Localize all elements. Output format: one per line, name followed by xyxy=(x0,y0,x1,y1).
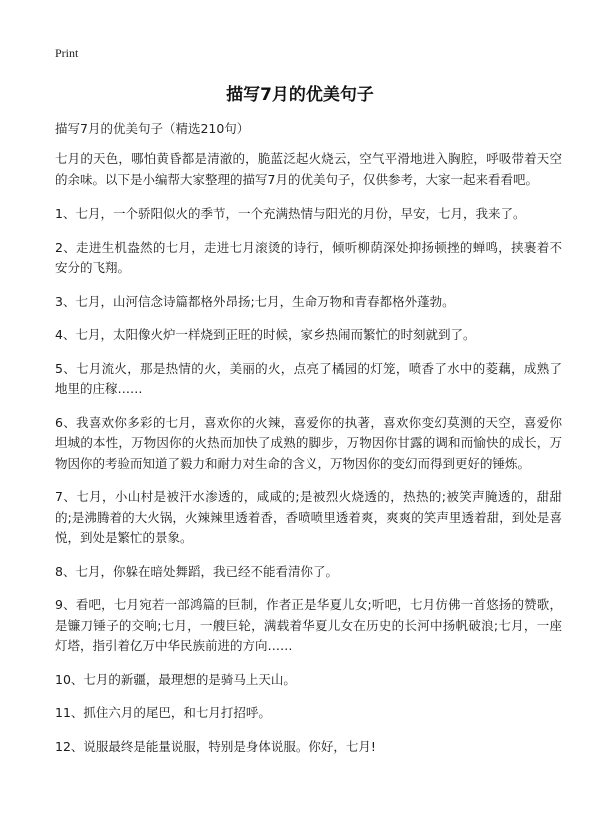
page-title: 描写7月的优美句子 xyxy=(226,85,374,105)
list-item: 5、七月流火，那是热情的火，美丽的火，点亮了橘园的灯笼，喷香了水中的菱藕，成熟了地里的庄稼…… xyxy=(55,360,562,396)
article-subtitle: 描写7月的优美句子（精选210句） xyxy=(55,121,250,136)
list-item: 7、七月，小山村是被汗水渗透的，咸咸的;是被烈火烧透的，热热的;被笑声腌透的，甜甜的;是沸腾着的大火锅，火辣辣里透着香，香喷喷里透着爽，爽爽的笑声里透着甜，到处是喜悦，到处是繁忙的景象。 xyxy=(55,489,562,545)
list-item: 6、我喜欢你多彩的七月，喜欢你的火辣，喜爱你的执著，喜欢你变幻莫测的天空，喜爱你坦城的本性，万物因你的火热而加快了成熟的脚步，万物因你甘露的调和而愉快的成长，万物因你的考验而知道了毅力和耐力对生命的含义，万物因你的变幻而得到更好的锤炼。 xyxy=(55,414,562,471)
print-label: Print xyxy=(55,46,79,60)
list-item: 8、七月，你躲在暗处舞蹈，我已经不能看清你了。 xyxy=(55,563,338,579)
list-item: 9、看吧，七月宛若一部鸿篇的巨制，作者正是华夏儿女;听吧，七月仿佛一首悠扬的赞歌，是镰刀锤子的交响;七月，一艘巨轮，满载着华夏儿女在历史的长河中扬帆破浪;七月，一座灯塔，指引着亿万中华民族前进的方向…… xyxy=(55,597,562,653)
list-item: 10、七月的新疆，最理想的是骑马上天山。 xyxy=(55,671,296,687)
intro-paragraph: 七月的天色，哪怕黄昏都是清澈的，脆蓝泛起火烧云，空气平滑地进入胸腔，呼吸带着天空的余味。以下是小编帮大家整理的描写7月的优美句子，仅供参考，大家一起来看看吧。 xyxy=(55,151,562,187)
list-item: 1、七月，一个骄阳似火的季节，一个充满热情与阳光的月份，早安，七月，我来了。 xyxy=(55,206,526,221)
list-item: 4、七月，太阳像火炉一样烧到正旺的时候，家乡热闹而繁忙的时刻就到了。 xyxy=(55,327,476,342)
list-item: 11、抓住六月的尾巴，和七月打招呼。 xyxy=(55,705,271,720)
list-item: 3、七月，山河信念诗篇都格外昂扬;七月，生命万物和青春都格外蓬勃。 xyxy=(55,293,455,309)
article-body xyxy=(55,119,562,770)
list-item: 12、说服最终是能量说服，特别是身体说服。你好，七月! xyxy=(55,738,376,754)
list-item: 2、走进生机盎然的七月，走进七月滚烫的诗行，倾听柳荫深处抑扬顿挫的蝉鸣，挟裹着不安分的飞翔。 xyxy=(55,239,562,275)
